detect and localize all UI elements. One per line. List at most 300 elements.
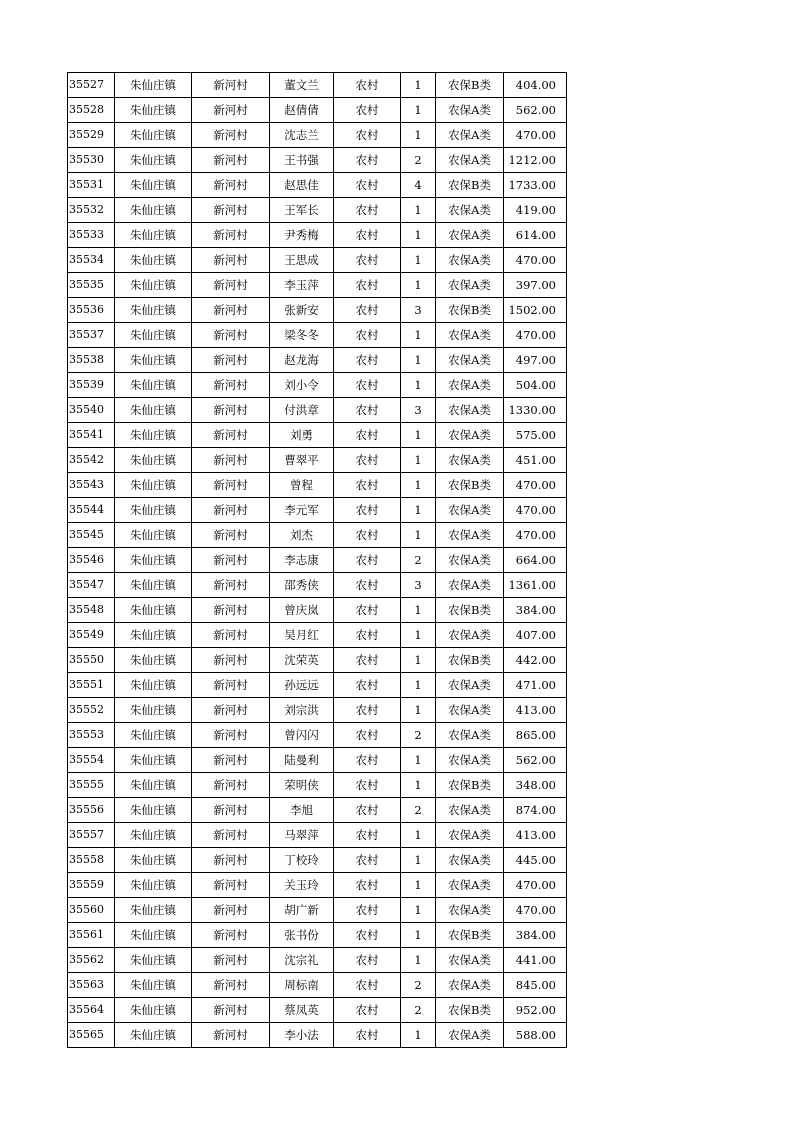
household-count-cell: 1	[401, 423, 436, 448]
table-row	[68, 173, 567, 198]
amount-cell: 614.00	[504, 223, 567, 248]
insurance-type-cell: 农保A类	[436, 448, 504, 473]
village-cell: 新河村	[192, 998, 270, 1023]
insurance-type-cell: 农保A类	[436, 673, 504, 698]
household-count-cell: 1	[401, 498, 436, 523]
record-id-cell: 35539	[68, 373, 115, 398]
name-cell: 曾庆岚	[270, 598, 334, 623]
household-count-cell: 1	[401, 98, 436, 123]
amount-cell: 504.00	[504, 373, 567, 398]
town-cell: 朱仙庄镇	[115, 123, 192, 148]
village-cell: 新河村	[192, 148, 270, 173]
record-id-cell: 35548	[68, 598, 115, 623]
household-count-cell: 2	[401, 548, 436, 573]
town-cell: 朱仙庄镇	[115, 923, 192, 948]
table-row	[68, 223, 567, 248]
amount-cell: 1733.00	[504, 173, 567, 198]
village-cell: 新河村	[192, 423, 270, 448]
village-cell: 新河村	[192, 498, 270, 523]
amount-cell: 470.00	[504, 473, 567, 498]
town-cell: 朱仙庄镇	[115, 248, 192, 273]
amount-cell: 348.00	[504, 773, 567, 798]
record-id-cell: 35555	[68, 773, 115, 798]
record-id-cell: 35551	[68, 673, 115, 698]
household-count-cell: 1	[401, 648, 436, 673]
amount-cell: 441.00	[504, 948, 567, 973]
amount-cell: 451.00	[504, 448, 567, 473]
record-id-cell: 35560	[68, 898, 115, 923]
amount-cell: 1330.00	[504, 398, 567, 423]
table-row	[68, 673, 567, 698]
name-cell: 马翠萍	[270, 823, 334, 848]
area-type-cell: 农村	[334, 423, 401, 448]
name-cell: 赵倩倩	[270, 98, 334, 123]
amount-cell: 874.00	[504, 798, 567, 823]
name-cell: 曾闪闪	[270, 723, 334, 748]
household-count-cell: 1	[401, 473, 436, 498]
area-type-cell: 农村	[334, 973, 401, 998]
insurance-type-cell: 农保A类	[436, 273, 504, 298]
area-type-cell: 农村	[334, 248, 401, 273]
name-cell: 胡广新	[270, 898, 334, 923]
insurance-type-cell: 农保A类	[436, 198, 504, 223]
village-cell: 新河村	[192, 298, 270, 323]
village-cell: 新河村	[192, 348, 270, 373]
amount-cell: 384.00	[504, 923, 567, 948]
insurance-type-cell: 农保B类	[436, 773, 504, 798]
town-cell: 朱仙庄镇	[115, 198, 192, 223]
record-id-cell: 35537	[68, 323, 115, 348]
insurance-type-cell: 农保A类	[436, 1023, 504, 1048]
village-cell: 新河村	[192, 173, 270, 198]
insurance-type-cell: 农保B类	[436, 473, 504, 498]
household-count-cell: 1	[401, 698, 436, 723]
area-type-cell: 农村	[334, 223, 401, 248]
town-cell: 朱仙庄镇	[115, 598, 192, 623]
village-cell: 新河村	[192, 873, 270, 898]
amount-cell: 865.00	[504, 723, 567, 748]
table-row	[68, 98, 567, 123]
amount-cell: 471.00	[504, 673, 567, 698]
area-type-cell: 农村	[334, 573, 401, 598]
record-id-cell: 35543	[68, 473, 115, 498]
insurance-type-cell: 农保A类	[436, 398, 504, 423]
name-cell: 沈宗礼	[270, 948, 334, 973]
area-type-cell: 农村	[334, 798, 401, 823]
town-cell: 朱仙庄镇	[115, 698, 192, 723]
insurance-type-cell: 农保A类	[436, 798, 504, 823]
insurance-type-cell: 农保A类	[436, 323, 504, 348]
area-type-cell: 农村	[334, 73, 401, 98]
table-row	[68, 523, 567, 548]
town-cell: 朱仙庄镇	[115, 498, 192, 523]
area-type-cell: 农村	[334, 523, 401, 548]
amount-cell: 588.00	[504, 1023, 567, 1048]
household-count-cell: 3	[401, 573, 436, 598]
area-type-cell: 农村	[334, 398, 401, 423]
name-cell: 董文兰	[270, 73, 334, 98]
household-count-cell: 1	[401, 948, 436, 973]
name-cell: 刘宗洪	[270, 698, 334, 723]
insurance-type-cell: 农保A类	[436, 123, 504, 148]
amount-cell: 404.00	[504, 73, 567, 98]
record-id-cell: 35546	[68, 548, 115, 573]
village-cell: 新河村	[192, 573, 270, 598]
town-cell: 朱仙庄镇	[115, 148, 192, 173]
area-type-cell: 农村	[334, 898, 401, 923]
household-count-cell: 1	[401, 873, 436, 898]
record-id-cell: 35542	[68, 448, 115, 473]
household-count-cell: 1	[401, 748, 436, 773]
village-cell: 新河村	[192, 448, 270, 473]
name-cell: 李元军	[270, 498, 334, 523]
table-row	[68, 873, 567, 898]
insurance-type-cell: 农保A类	[436, 423, 504, 448]
name-cell: 王军长	[270, 198, 334, 223]
area-type-cell: 农村	[334, 648, 401, 673]
table-row	[68, 898, 567, 923]
household-count-cell: 1	[401, 73, 436, 98]
record-id-cell: 35554	[68, 748, 115, 773]
village-cell: 新河村	[192, 548, 270, 573]
area-type-cell: 农村	[334, 723, 401, 748]
area-type-cell: 农村	[334, 673, 401, 698]
area-type-cell: 农村	[334, 123, 401, 148]
area-type-cell: 农村	[334, 348, 401, 373]
town-cell: 朱仙庄镇	[115, 348, 192, 373]
village-cell: 新河村	[192, 848, 270, 873]
household-count-cell: 1	[401, 373, 436, 398]
area-type-cell: 农村	[334, 598, 401, 623]
name-cell: 刘小令	[270, 373, 334, 398]
town-cell: 朱仙庄镇	[115, 848, 192, 873]
village-cell: 新河村	[192, 948, 270, 973]
village-cell: 新河村	[192, 373, 270, 398]
record-id-cell: 35553	[68, 723, 115, 748]
insurance-type-cell: 农保A类	[436, 723, 504, 748]
household-count-cell: 1	[401, 598, 436, 623]
record-id-cell: 35538	[68, 348, 115, 373]
area-type-cell: 农村	[334, 1023, 401, 1048]
household-count-cell: 1	[401, 673, 436, 698]
village-cell: 新河村	[192, 248, 270, 273]
table-row	[68, 698, 567, 723]
name-cell: 王思成	[270, 248, 334, 273]
amount-cell: 470.00	[504, 248, 567, 273]
town-cell: 朱仙庄镇	[115, 798, 192, 823]
table-row	[68, 348, 567, 373]
area-type-cell: 农村	[334, 173, 401, 198]
insurance-type-cell: 农保A类	[436, 223, 504, 248]
name-cell: 李玉萍	[270, 273, 334, 298]
table-row	[68, 248, 567, 273]
record-id-cell: 35534	[68, 248, 115, 273]
town-cell: 朱仙庄镇	[115, 973, 192, 998]
amount-cell: 1502.00	[504, 298, 567, 323]
town-cell: 朱仙庄镇	[115, 773, 192, 798]
area-type-cell: 农村	[334, 923, 401, 948]
area-type-cell: 农村	[334, 448, 401, 473]
village-cell: 新河村	[192, 773, 270, 798]
table-row	[68, 823, 567, 848]
amount-cell: 413.00	[504, 823, 567, 848]
amount-cell: 562.00	[504, 98, 567, 123]
insurance-type-cell: 农保A类	[436, 498, 504, 523]
table-row	[68, 473, 567, 498]
village-cell: 新河村	[192, 473, 270, 498]
amount-cell: 952.00	[504, 998, 567, 1023]
insurance-type-cell: 农保A类	[436, 573, 504, 598]
town-cell: 朱仙庄镇	[115, 748, 192, 773]
village-cell: 新河村	[192, 1023, 270, 1048]
record-id-cell: 35561	[68, 923, 115, 948]
town-cell: 朱仙庄镇	[115, 648, 192, 673]
name-cell: 丁校玲	[270, 848, 334, 873]
table-row	[68, 998, 567, 1023]
record-id-cell: 35529	[68, 123, 115, 148]
village-cell: 新河村	[192, 748, 270, 773]
insurance-type-cell: 农保A类	[436, 973, 504, 998]
record-id-cell: 35563	[68, 973, 115, 998]
village-cell: 新河村	[192, 673, 270, 698]
record-id-cell: 35528	[68, 98, 115, 123]
table-row	[68, 323, 567, 348]
town-cell: 朱仙庄镇	[115, 573, 192, 598]
town-cell: 朱仙庄镇	[115, 473, 192, 498]
name-cell: 张书份	[270, 923, 334, 948]
area-type-cell: 农村	[334, 773, 401, 798]
town-cell: 朱仙庄镇	[115, 273, 192, 298]
table-row	[68, 748, 567, 773]
insurance-type-cell: 农保B类	[436, 173, 504, 198]
town-cell: 朱仙庄镇	[115, 98, 192, 123]
table-row	[68, 498, 567, 523]
insurance-type-cell: 农保A类	[436, 523, 504, 548]
town-cell: 朱仙庄镇	[115, 423, 192, 448]
table-row	[68, 373, 567, 398]
town-cell: 朱仙庄镇	[115, 398, 192, 423]
household-count-cell: 1	[401, 223, 436, 248]
town-cell: 朱仙庄镇	[115, 898, 192, 923]
town-cell: 朱仙庄镇	[115, 223, 192, 248]
amount-cell: 419.00	[504, 198, 567, 223]
name-cell: 曹翠平	[270, 448, 334, 473]
table-row	[68, 573, 567, 598]
record-id-cell: 35535	[68, 273, 115, 298]
area-type-cell: 农村	[334, 148, 401, 173]
area-type-cell: 农村	[334, 823, 401, 848]
area-type-cell: 农村	[334, 198, 401, 223]
town-cell: 朱仙庄镇	[115, 1023, 192, 1048]
town-cell: 朱仙庄镇	[115, 873, 192, 898]
table-row	[68, 198, 567, 223]
record-id-cell: 35541	[68, 423, 115, 448]
insurance-type-cell: 农保A类	[436, 748, 504, 773]
village-cell: 新河村	[192, 523, 270, 548]
amount-cell: 442.00	[504, 648, 567, 673]
table-row	[68, 948, 567, 973]
table-row	[68, 423, 567, 448]
record-id-cell: 35562	[68, 948, 115, 973]
household-count-cell: 1	[401, 198, 436, 223]
amount-cell: 470.00	[504, 498, 567, 523]
table-row	[68, 798, 567, 823]
amount-cell: 397.00	[504, 273, 567, 298]
insurance-type-cell: 农保A类	[436, 98, 504, 123]
name-cell: 李小法	[270, 1023, 334, 1048]
town-cell: 朱仙庄镇	[115, 298, 192, 323]
amount-cell: 497.00	[504, 348, 567, 373]
household-count-cell: 2	[401, 998, 436, 1023]
village-cell: 新河村	[192, 323, 270, 348]
name-cell: 荣明侠	[270, 773, 334, 798]
town-cell: 朱仙庄镇	[115, 823, 192, 848]
household-count-cell: 1	[401, 923, 436, 948]
household-count-cell: 1	[401, 248, 436, 273]
record-id-cell: 35545	[68, 523, 115, 548]
town-cell: 朱仙庄镇	[115, 373, 192, 398]
amount-cell: 575.00	[504, 423, 567, 448]
table-row	[68, 623, 567, 648]
area-type-cell: 农村	[334, 748, 401, 773]
town-cell: 朱仙庄镇	[115, 173, 192, 198]
name-cell: 梁冬冬	[270, 323, 334, 348]
amount-cell: 845.00	[504, 973, 567, 998]
household-count-cell: 1	[401, 623, 436, 648]
insurance-type-cell: 农保A类	[436, 148, 504, 173]
town-cell: 朱仙庄镇	[115, 948, 192, 973]
record-id-cell: 35558	[68, 848, 115, 873]
record-id-cell: 35533	[68, 223, 115, 248]
town-cell: 朱仙庄镇	[115, 523, 192, 548]
village-cell: 新河村	[192, 98, 270, 123]
table-row	[68, 1023, 567, 1048]
insurance-type-cell: 农保A类	[436, 848, 504, 873]
area-type-cell: 农村	[334, 298, 401, 323]
name-cell: 付洪章	[270, 398, 334, 423]
village-cell: 新河村	[192, 648, 270, 673]
name-cell: 邵秀侠	[270, 573, 334, 598]
insurance-type-cell: 农保B类	[436, 648, 504, 673]
village-cell: 新河村	[192, 898, 270, 923]
area-type-cell: 农村	[334, 98, 401, 123]
area-type-cell: 农村	[334, 473, 401, 498]
village-cell: 新河村	[192, 398, 270, 423]
record-id-cell: 35547	[68, 573, 115, 598]
amount-cell: 664.00	[504, 548, 567, 573]
area-type-cell: 农村	[334, 873, 401, 898]
name-cell: 关玉玲	[270, 873, 334, 898]
record-id-cell: 35540	[68, 398, 115, 423]
name-cell: 王书强	[270, 148, 334, 173]
area-type-cell: 农村	[334, 273, 401, 298]
table-row	[68, 773, 567, 798]
record-id-cell: 35549	[68, 623, 115, 648]
table-body	[68, 73, 567, 1048]
insurance-type-cell: 农保A类	[436, 873, 504, 898]
insurance-type-cell: 农保A类	[436, 823, 504, 848]
amount-cell: 1212.00	[504, 148, 567, 173]
household-count-cell: 3	[401, 298, 436, 323]
name-cell: 蔡凤英	[270, 998, 334, 1023]
amount-cell: 470.00	[504, 898, 567, 923]
table-row	[68, 598, 567, 623]
village-cell: 新河村	[192, 923, 270, 948]
area-type-cell: 农村	[334, 498, 401, 523]
insurance-type-cell: 农保A类	[436, 248, 504, 273]
name-cell: 周标南	[270, 973, 334, 998]
record-id-cell: 35556	[68, 798, 115, 823]
name-cell: 陆曼利	[270, 748, 334, 773]
record-id-cell: 35559	[68, 873, 115, 898]
table-row	[68, 148, 567, 173]
village-cell: 新河村	[192, 973, 270, 998]
household-count-cell: 1	[401, 123, 436, 148]
insurance-type-cell: 农保A类	[436, 373, 504, 398]
name-cell: 张新安	[270, 298, 334, 323]
table-row	[68, 848, 567, 873]
village-cell: 新河村	[192, 198, 270, 223]
record-id-cell: 35536	[68, 298, 115, 323]
amount-cell: 384.00	[504, 598, 567, 623]
insurance-type-cell: 农保B类	[436, 998, 504, 1023]
name-cell: 孙远远	[270, 673, 334, 698]
village-cell: 新河村	[192, 123, 270, 148]
record-id-cell: 35531	[68, 173, 115, 198]
table-row	[68, 973, 567, 998]
table-row	[68, 923, 567, 948]
town-cell: 朱仙庄镇	[115, 323, 192, 348]
record-id-cell: 35532	[68, 198, 115, 223]
name-cell: 尹秀梅	[270, 223, 334, 248]
amount-cell: 470.00	[504, 873, 567, 898]
name-cell: 赵思佳	[270, 173, 334, 198]
data-table	[67, 72, 567, 1048]
name-cell: 曾程	[270, 473, 334, 498]
household-count-cell: 2	[401, 973, 436, 998]
household-count-cell: 4	[401, 173, 436, 198]
area-type-cell: 农村	[334, 373, 401, 398]
insurance-type-cell: 农保B类	[436, 923, 504, 948]
village-cell: 新河村	[192, 723, 270, 748]
table-row	[68, 123, 567, 148]
town-cell: 朱仙庄镇	[115, 998, 192, 1023]
village-cell: 新河村	[192, 598, 270, 623]
name-cell: 沈荣英	[270, 648, 334, 673]
record-id-cell: 35527	[68, 73, 115, 98]
area-type-cell: 农村	[334, 548, 401, 573]
amount-cell: 470.00	[504, 323, 567, 348]
name-cell: 赵龙海	[270, 348, 334, 373]
area-type-cell: 农村	[334, 623, 401, 648]
town-cell: 朱仙庄镇	[115, 73, 192, 98]
record-id-cell: 35550	[68, 648, 115, 673]
household-count-cell: 1	[401, 823, 436, 848]
village-cell: 新河村	[192, 73, 270, 98]
village-cell: 新河村	[192, 823, 270, 848]
household-count-cell: 1	[401, 848, 436, 873]
amount-cell: 413.00	[504, 698, 567, 723]
household-count-cell: 1	[401, 348, 436, 373]
town-cell: 朱仙庄镇	[115, 548, 192, 573]
table-row	[68, 273, 567, 298]
household-count-cell: 2	[401, 723, 436, 748]
area-type-cell: 农村	[334, 998, 401, 1023]
insurance-type-cell: 农保A类	[436, 948, 504, 973]
village-cell: 新河村	[192, 623, 270, 648]
town-cell: 朱仙庄镇	[115, 623, 192, 648]
name-cell: 沈志兰	[270, 123, 334, 148]
